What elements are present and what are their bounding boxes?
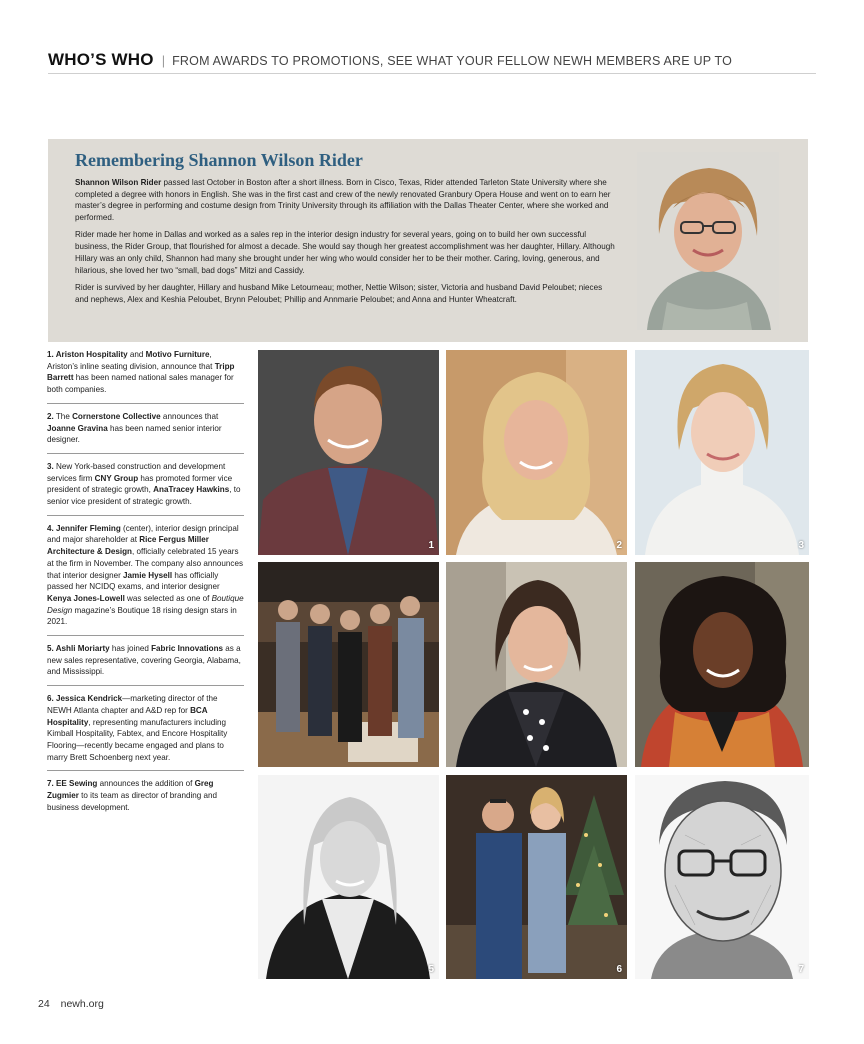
announcement-4: 4. Jennifer Fleming (center), interior design principal and major shareholder at Rice Fergus Miller Architecture & Design, officially celebrated 15 years at the firm in November. The company also announces that interior designer Jamie Hysell has officially passed her NCIDQ exams, and interior designer Kenya Jones-Lowell was selected as one of Boutique Design magazine’s Boutique 18 rising design stars in 2021. <box>47 523 244 636</box>
memorial-title: Remembering Shannon Wilson Rider <box>75 150 363 170</box>
site-url: newh.org <box>60 998 104 1010</box>
announcement-2: 2. The Cornerstone Collective announces that Joanne Gravina has been named senior interior designer. <box>47 411 244 454</box>
photo-number: 7 <box>798 964 804 975</box>
photo-1 <box>258 350 439 555</box>
memorial-paragraph-2: Rider made her home in Dallas and worked as a sales rep in the interior design industry for several years, going on to build her own successful business, the Rider Group, that flourished for almost a decade. She would say though her greatest accomplishment was her daughter, Hillary. Although Hillary was an only child, Shannon had many she brought under her wing who would consider her to be their mother. Caring, loving, generous, and hilarious, she loved her two “small, bad dogs” Mitzi and Cassidy. <box>75 230 615 275</box>
photo-number: 6 <box>616 964 622 975</box>
photo-7 <box>258 775 439 979</box>
memorial-text <box>75 177 615 311</box>
photo-9 <box>635 775 809 979</box>
memorial-portrait <box>637 152 779 330</box>
announcement-6: 6. Jessica Kendrick—marketing director of the NEWH Atlanta chapter and A&D rep for BCA Hospitality, representing manufacturers including Kimball Hospitality, Fabtex, and Encore Hospitality Flooring—recently became engaged and plans to marry Brett Schoenberg next year. <box>47 693 244 771</box>
announcement-1: 1. Ariston Hospitality and Motivo Furniture, Ariston’s inline seating division, announce that Tripp Barrett has been named national sales manager for both companies. <box>47 349 244 404</box>
page-footer <box>38 998 104 1010</box>
photo-5 <box>446 562 627 767</box>
photo-8 <box>446 775 627 979</box>
memorial-paragraph-3: Rider is survived by her daughter, Hillary and husband Mike Letourneau; mother, Nettie Wilson; sister, Victoria and husband David Peloubet; nieces and nephews, Alex and Keshia Peloubet, Brynn Peloubet; Phillip and Annmarie Peloubet; and Anna and Hunter Wheatcraft. <box>75 282 603 304</box>
section-header <box>48 50 816 74</box>
announcement-5: 5. Ashli Moriarty has joined Fabric Innovations as a new sales representative, covering Georgia, Alabama, and Mississippi. <box>47 643 244 686</box>
announcements-list <box>47 349 244 828</box>
photo-number: 5 <box>428 964 434 975</box>
section-subtitle: FROM AWARDS TO PROMOTIONS, SEE WHAT YOUR FELLOW NEWH MEMBERS ARE UP TO <box>172 54 732 68</box>
memorial-name: Shannon Wilson Rider <box>75 178 162 187</box>
photo-number: 3 <box>798 540 804 551</box>
photo-6 <box>635 562 809 767</box>
announcement-7: 7. EE Sewing announces the addition of Greg Zugmier to its team as director of branding and business development. <box>47 779 218 812</box>
section-title: WHO’S WHO <box>48 50 154 69</box>
photo-2 <box>446 350 627 555</box>
photo-number: 1 <box>428 540 434 551</box>
header-separator: | <box>161 53 166 68</box>
page-number: 24 <box>38 998 50 1010</box>
photo-number: 2 <box>616 540 622 551</box>
memorial-paragraph-1: Shannon Wilson Rider passed last October in Boston after a short illness. Born in Cisco, Texas, Rider attended Tarleton State University where she completed a degree with honors in English. She was in the first cast and crew of the newly renovated Granbury Opera House and went on to earn her master’s degree in performing and costume design from Trinity University through its affiliation with the Dallas Theater Center, where she worked and performed. <box>75 178 611 223</box>
photo-4 <box>258 562 439 767</box>
announcement-3: 3. New York-based construction and development services firm CNY Group has promoted former vice president of strategic growth, AnaTracey Hawkins, to senior vice president of strategic growth. <box>47 461 244 516</box>
photo-3 <box>635 350 809 555</box>
